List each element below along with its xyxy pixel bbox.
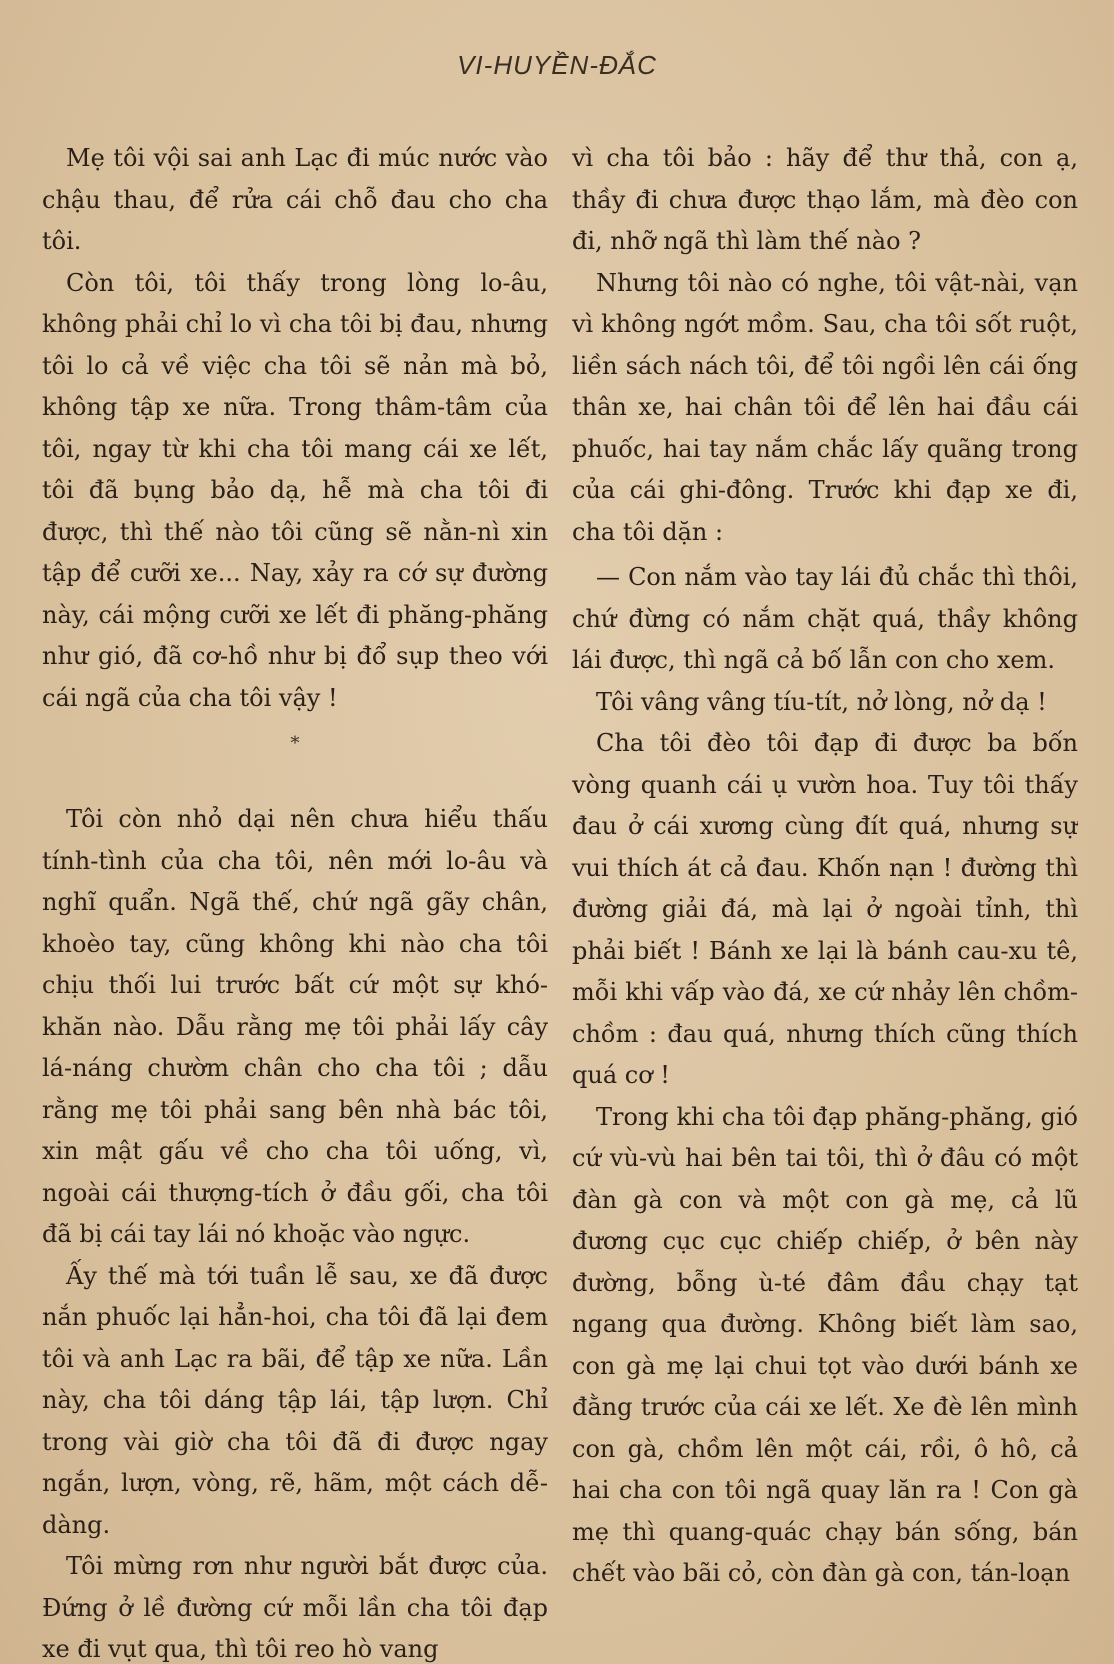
section-separator: *: [290, 733, 300, 754]
left-column: [42, 138, 548, 1664]
paragraph: Cha tôi đèo tôi đạp đi được ba bốn vòng quanh cái ụ vườn hoa. Tuy tôi thấy đau ở cái xương cùng đít quá, nhưng sự vui thích át cả đau. Khốn nạn ! đường thì đường giải đá, mà lại ở ngoài tỉnh, thì phải biết ! Bánh xe lại là bánh cau-xu tê, mỗi khi vấp vào đá, xe cứ nhảy lên chồm-chồm : đau quá, nhưng thích cũng thích quá cơ !: [572, 729, 1078, 1089]
paragraph-continued: vì cha tôi bảo : hãy để thư thả, con ạ, thầy đi chưa được thạo lắm, mà đèo con đi, nhỡ ngã thì làm thế nào ?: [572, 144, 1078, 255]
paragraph: Tôi mừng rơn như người bắt được của. Đứng ở lề đường cứ mỗi lần cha tôi đạp xe đi vụt qua, thì tôi reo hò vang: [42, 1552, 548, 1663]
dialog-line: — Con nắm vào tay lái đủ chắc thì thôi, chứ đừng có nắm chặt quá, thầy không lái được, thì ngã cả bố lẫn con cho xem.: [572, 563, 1078, 674]
paragraph: Nhưng tôi nào có nghe, tôi vật-nài, vạn vì không ngớt mồm. Sau, cha tôi sốt ruột, liền sách nách tôi, để tôi ngồi lên cái ống thân xe, hai chân tôi để lên hai đầu cái phuốc, hai tay nắm chắc lấy quãng trong của cái ghi-đông. Trước khi đạp xe đi, cha tôi dặn :: [572, 268, 1078, 546]
right-column: [572, 138, 1078, 1664]
paragraph: Tôi vâng vâng tíu-tít, nở lòng, nở dạ !: [596, 687, 1047, 716]
paragraph: Mẹ tôi vội sai anh Lạc đi múc nước vào chậu thau, để rửa cái chỗ đau cho cha tôi.: [42, 144, 548, 255]
paragraph: Ấy thế mà tới tuần lễ sau, xe đã được nắn phuốc lại hẳn-hoi, cha tôi đã lại đem tôi và anh Lạc ra bãi, để tập xe nữa. Lần này, cha tôi dáng tập lái, tập lượn. Chỉ trong vài giờ cha tôi đã đi được ngay ngắn, lượn, vòng, rẽ, hãm, một cách dễ-dàng.: [42, 1261, 548, 1539]
running-header: VI-HUYỀN-ĐẮC: [457, 50, 657, 80]
paragraph: Trong khi cha tôi đạp phăng-phăng, gió cứ vù-vù hai bên tai tôi, thì ở đâu có một đàn gà con và một con gà mẹ, cả lũ đương cục cục chiếp chiếp, ở bên này đường, bỗng ù-té đâm đầu chạy tạt ngang qua đường. Không biết làm sao, con gà mẹ lại chui tọt vào dưới bánh xe đằng trước của cái xe lết. Xe đè lên mình con gà, chồm lên một cái, rồi, ô hô, cả hai cha con tôi ngã quay lăn ra ! Con gà mẹ thì quang-quác chạy bán sống, bán chết vào bãi cỏ, còn đàn gà con, tán-loạn: [572, 1102, 1078, 1587]
paragraph: Tôi còn nhỏ dại nên chưa hiểu thấu tính-tình của cha tôi, nên mới lo-âu và nghĩ quẩn. Ngã thế, chứ ngã gãy chân, khoèo tay, cũng không khi nào cha tôi chịu thối lui trước bất cứ một sự khó-khăn nào. Dẫu rằng mẹ tôi phải lấy cây lá-náng chườm chân cho cha tôi ; dẫu rằng mẹ tôi phải sang bên nhà bác tôi, xin mật gấu về cho cha tôi uống, vì, ngoài cái thượng-tích ở đầu gối, cha tôi đã bị cái tay lái nó khoặc vào ngực.: [42, 805, 548, 1248]
paragraph: Còn tôi, tôi thấy trong lòng lo-âu, không phải chỉ lo vì cha tôi bị đau, nhưng tôi lo cả về việc cha tôi sẽ nản mà bỏ, không tập xe nữa. Trong thâm-tâm của tôi, ngay từ khi cha tôi mang cái xe lết, tôi đã bụng bảo dạ, hễ mà cha tôi đi được, thì thế nào tôi cũng sẽ nằn-nì xin tập để cưỡi xe... Nay, xảy ra cớ sự đường này, cái mộng cưỡi xe lết đi phăng-phăng như gió, đã cơ-hồ như bị đổ sụp theo với cái ngã của cha tôi vậy !: [42, 268, 548, 712]
